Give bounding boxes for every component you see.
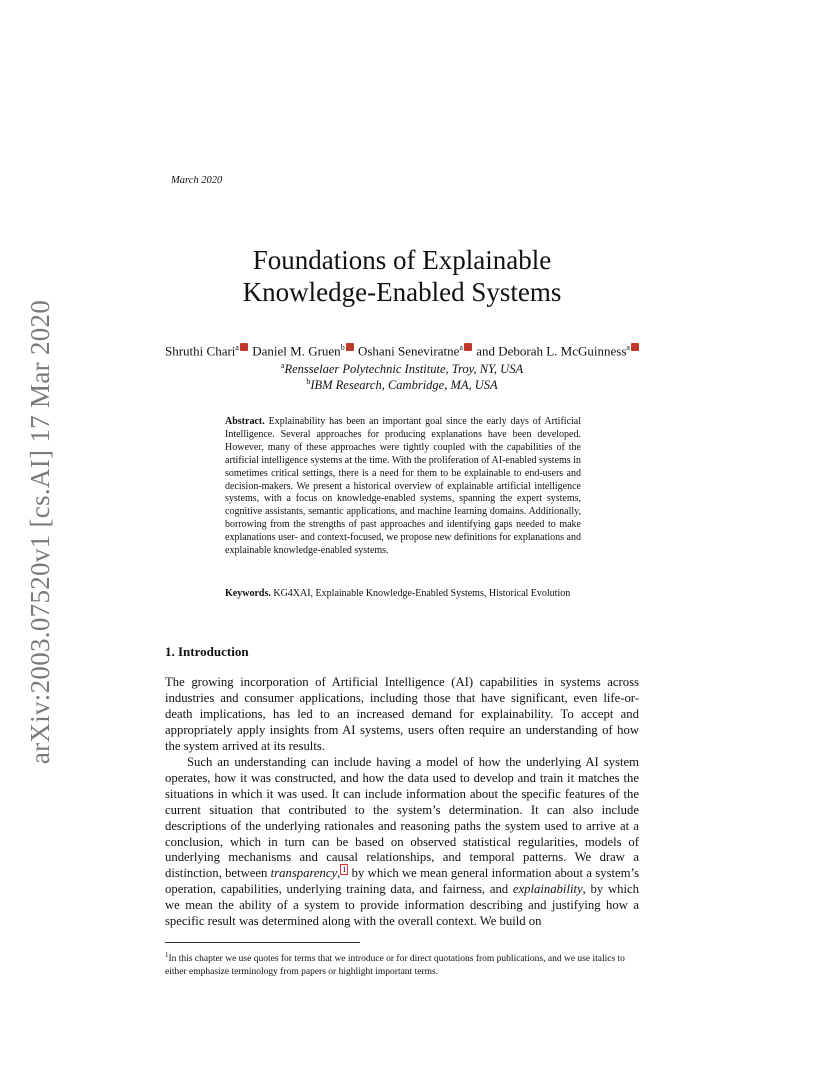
author-conjunction: and <box>476 343 495 359</box>
author-name: Daniel M. Gruen <box>252 343 341 359</box>
paper-title <box>165 244 639 308</box>
author-name: Shruthi Chari <box>165 343 236 359</box>
affiliation-mark: a <box>280 361 285 370</box>
footnote <box>165 949 639 978</box>
orcid-icon[interactable] <box>631 343 639 351</box>
affiliation-mark: a <box>459 343 463 352</box>
affiliation-line <box>165 361 639 377</box>
paragraph-text: by which we mean general information about a system’s operation, capabilities, underlying training data, and fairness, and <box>165 866 639 897</box>
footnote-text: In this chapter we use quotes for terms that we introduce or for direct quotations from publications, and we use italics to either emphasize terminology from papers or highlight important terms. <box>165 954 625 977</box>
abstract-text: Explainability has been an important goal since the early days of Artificial Intelligence. Several approaches for producing explanations have been developed. However, many of these approaches were tightly coupled with the capabilities of the artificial intelligence systems at the time. With the proliferation of AI-enabled systems in sometimes critical settings, there is a need for them to be explainable to end-users and decision-makers. We present a historical overview of explainable artificial intelligence systems, with a focus on knowledge-enabled systems, spanning the expert systems, cognitive assistants, semantic applications, and machine learning domains. Additionally, borrowing from the strengths of past approaches and identifying gaps needed to make explanations user- and context-focused, we propose new definitions for explanations and explainable knowledge-enabled systems. <box>225 416 581 557</box>
affiliation-mark: a <box>235 343 239 352</box>
emphasized-term: transparency <box>270 866 338 881</box>
emphasized-term: explainability <box>512 882 583 897</box>
author-name: Deborah L. McGuinness <box>498 343 627 359</box>
keywords-label: Keywords. <box>225 588 271 599</box>
orcid-icon[interactable] <box>346 343 354 351</box>
footnote-divider <box>165 942 360 943</box>
orcid-icon[interactable] <box>240 343 248 351</box>
body-paragraph: The growing incorporation of Artificial Intelligence (AI) capabilities in systems across industries and consumer applications, including those that have significant, even life-or-death implications, has led to an increased demand for explainability. To accept and appropriately apply insights from AI systems, users often require an understanding of how the system arrived at its results. <box>165 675 639 753</box>
title-line-2: Knowledge-Enabled Systems <box>242 277 562 307</box>
keywords-block <box>225 588 605 599</box>
orcid-icon[interactable] <box>464 343 472 351</box>
affiliation-mark: b <box>306 377 311 386</box>
punctuation: , <box>337 866 341 881</box>
author-name: Oshani Seneviratne <box>357 343 460 359</box>
body-paragraph <box>165 755 639 930</box>
author-list <box>165 343 639 359</box>
affiliation-mark: a <box>626 343 630 352</box>
paragraph-text: , by which we mean the ability of a system to provide information describing and justifying how a specific result was determined along with the overall context. We build on <box>165 882 639 929</box>
affiliation-mark: b <box>340 343 345 352</box>
affiliation-text: Rensselaer Polytechnic Institute, Troy, NY, USA <box>284 362 524 377</box>
affiliation-line <box>165 377 639 393</box>
footnote-link[interactable]: 1 <box>342 865 347 875</box>
paragraph-text: Such an understanding can include having a model of how the underlying AI system operates, how it was constructed, and how the data used to develop and train it matches the situations in which it was used. It can include information about the specific features of the current situation that contributed to the system’s determination. It can also include descriptions of the underlying rationales and reasoning paths the system used to arrive at a conclusion, which in turn can be based on observed statistical regularities, models of underlying mechanisms and causal relationships, and temporal patterns. We draw a distinction, between <box>165 755 639 881</box>
affiliation-text: IBM Research, Cambridge, MA, USA <box>310 378 498 393</box>
title-line-1: Foundations of Explainable <box>252 245 552 275</box>
arxiv-identifier-stamp: arXiv:2003.07520v1 [cs.AI] 17 Mar 2020 <box>25 299 55 765</box>
footnote-mark: 1 <box>165 951 169 959</box>
abstract-block <box>225 416 581 558</box>
abstract-label: Abstract. <box>225 416 265 427</box>
section-heading: 1. Introduction <box>165 644 249 659</box>
publication-date: March 2020 <box>171 175 223 186</box>
keywords-text: KG4XAI, Explainable Knowledge-Enabled Systems, Historical Evolution <box>273 588 571 599</box>
